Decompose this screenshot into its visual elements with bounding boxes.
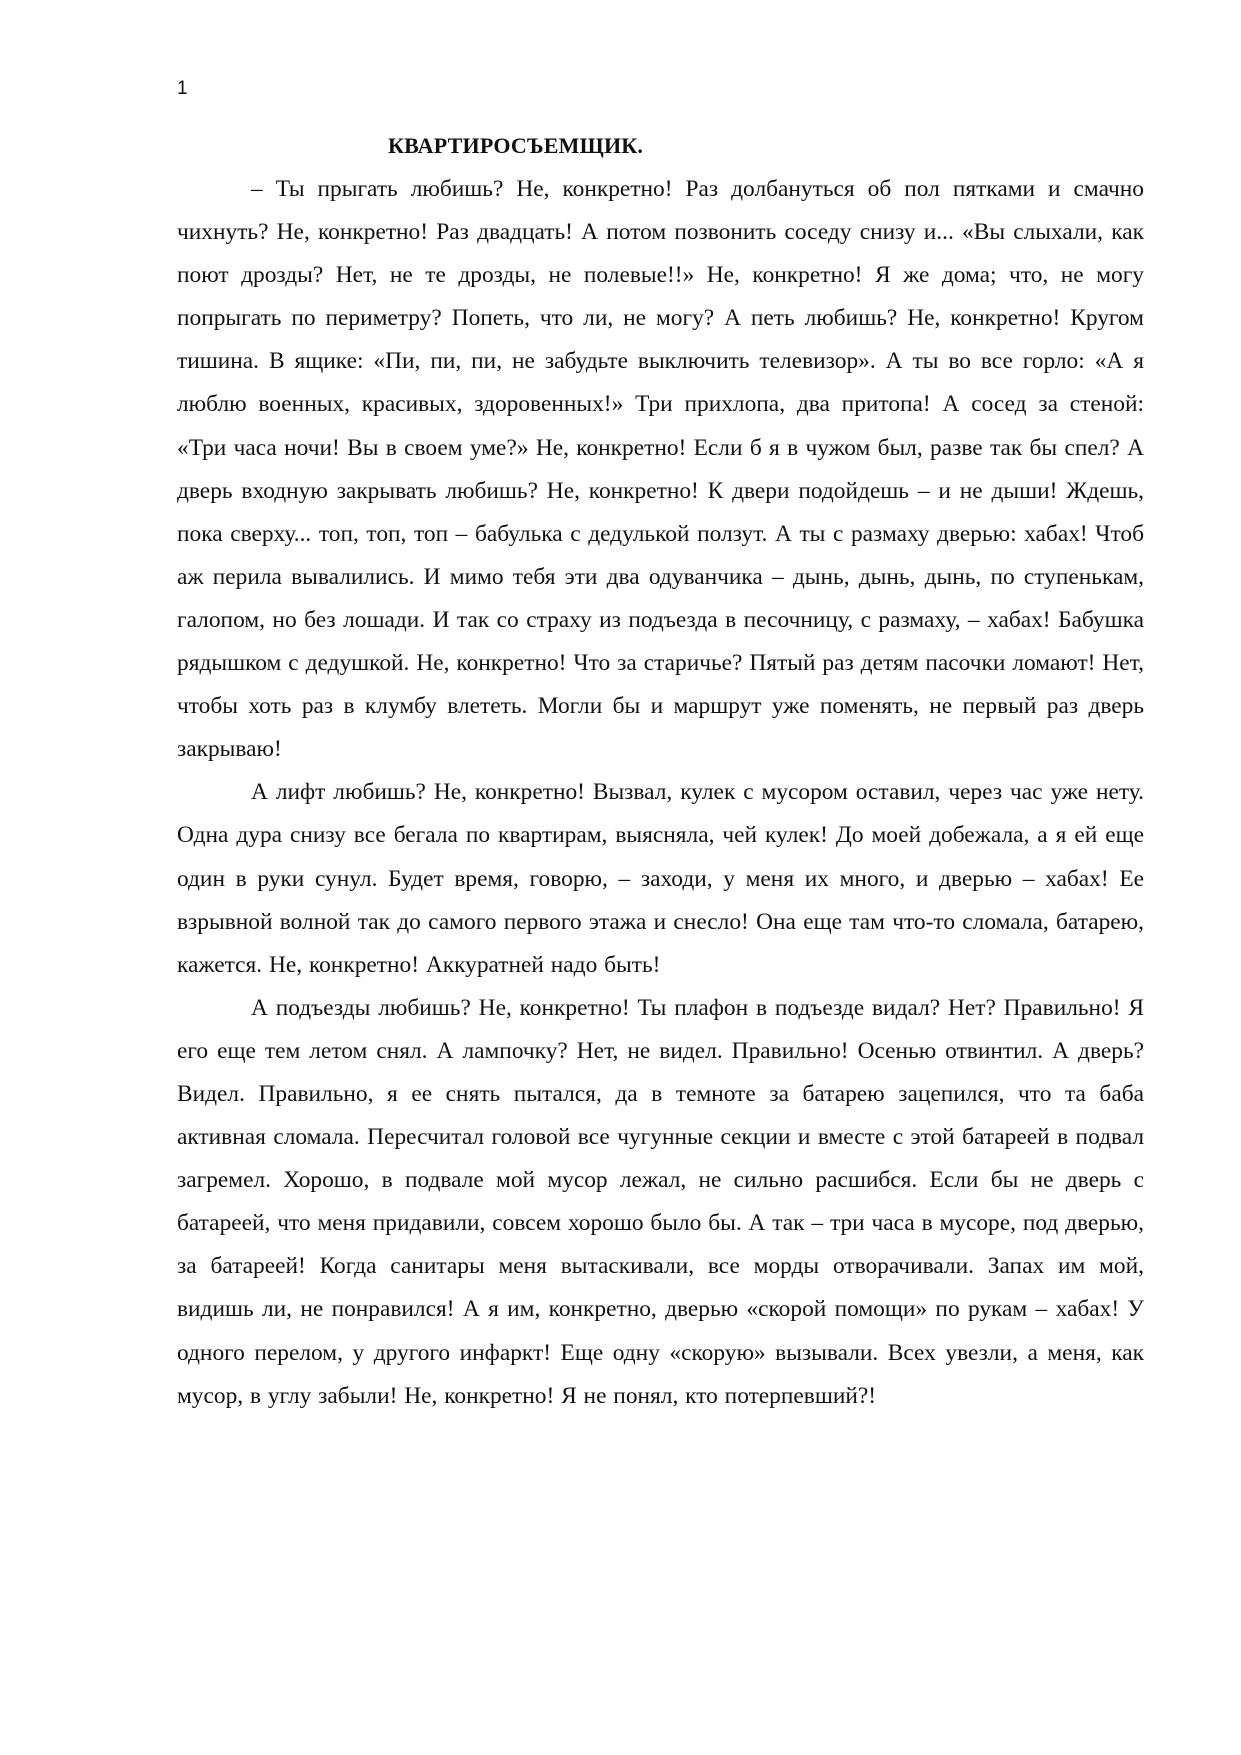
document-title: КВАРТИРОСЪЕМЩИК. bbox=[388, 133, 644, 158]
document-body bbox=[177, 168, 1144, 1418]
paragraph-1: – Ты прыгать любишь? Не, конкретно! Раз долбануться об пол пятками и смачно чихнуть? Не, конкретно! Раз двадцать! А потом позвонить соседу снизу и... «Вы слыхали, как поют дрозды? Нет, не те дрозды, не полевые!!» Не, конкретно! Я же дома; что, не могу попрыгать по периметру? Попеть, что ли, не могу? А петь любишь? Не, конкретно! Кругом тишина. В ящике: «Пи, пи, пи, не забудьте выключить телевизор». А ты во все горло: «А я люблю военных, красивых, здоровенных!» Три прихлопа, два притопа! А сосед за стеной: «Три часа ночи! Вы в своем уме?» Не, конкретно! Если б я в чужом был, разве так бы спел? А дверь входную закрывать любишь? Не, конкретно! К двери подойдешь – и не дыши! Ждешь, пока сверху... топ, топ, топ – бабулька с дедулькой ползут. А ты с размаху дверью: хабах! Чтоб аж перила вывалились. И мимо тебя эти два одуванчика – дынь, дынь, дынь, по ступенькам, галопом, но без лошади. И так со страху из подъезда в песочницу, с размаху, – хабах! Бабушка рядышком с дедушкой. Не, конкретно! Что за старичье? Пятый раз детям пасочки ломают! Нет, чтобы хоть раз в клумбу влететь. Могли бы и маршрут уже поменять, не первый раз дверь закрываю! bbox=[177, 176, 1144, 763]
page-number: 1 bbox=[177, 78, 188, 99]
paragraph-2: А лифт любишь? Не, конкретно! Вызвал, кулек с мусором оставил, через час уже нету. Одна дура снизу все бегала по квартирам, выясняла, чей кулек! До моей добежала, а я ей еще один в руки сунул. Будет время, говорю, – заходи, у меня их много, и дверью – хабах! Ее взрывной волной так до самого первого этажа и снесло! Она еще там что-то сломала, батарею, кажется. Не, конкретно! Аккуратней надо быть! bbox=[177, 779, 1144, 978]
paragraph-3: А подъезды любишь? Не, конкретно! Ты плафон в подъезде видал? Нет? Правильно! Я его еще тем летом снял. А лампочку? Нет, не видел. Правильно! Осенью отвинтил. А дверь? Видел. Правильно, я ее снять пытался, да в темноте за батарею зацепился, что та баба активная сломала. Пересчитал головой все чугунные секции и вместе с этой батареей в подвал загремел. Хорошо, в подвале мой мусор лежал, не сильно расшибся. Если бы не дверь с батареей, что меня придавили, совсем хорошо было бы. А так – три часа в мусоре, под дверью, за батареей! Когда санитары меня вытаскивали, все морды отворачивали. Запах им мой, видишь ли, не понравился! А я им, конкретно, дверью «скорой помощи» по рукам – хабах! У одного перелом, у другого инфаркт! Еще одну «скорую» вызывали. Всех увезли, а меня, как мусор, в углу забыли! Не, конкретно! Я не понял, кто потерпевший?! bbox=[177, 994, 1144, 1409]
